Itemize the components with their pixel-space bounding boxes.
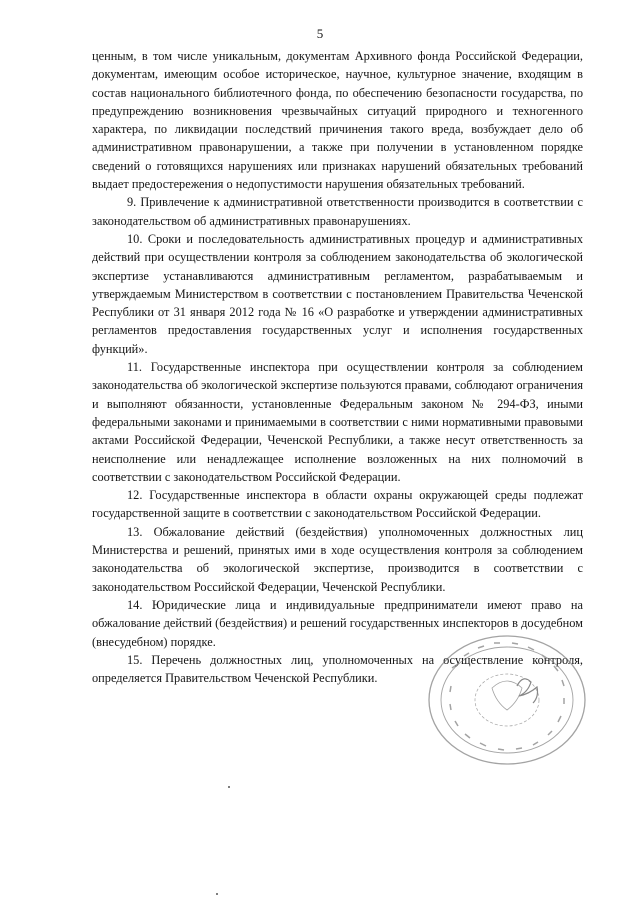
paragraph-11: 11. Государственные инспектора при осуществлении контроля за соблюдением законодательства об экологической экспертизе пользуются правами, соблюдают ограничения и выполняют обязанности, установленные Федеральным законом № 294-ФЗ, иными федеральными законами и принимаемыми в соответствии с ними нормативными правовыми актами Российской Федерации, Чеченской Республики, а также несут ответственность за неисполнение или ненадлежащее исполнение возложенных на них полномочий в соответствии с законодательством Российской Федерации. [92, 360, 583, 484]
paragraph-9: 9. Привлечение к административной ответственности производится в соответствии с законодательством об административных правонарушениях. [92, 195, 583, 228]
paragraph-14: 14. Юридические лица и индивидуальные предприниматели имеют право на обжалование действий (бездействия) и решений государственных инспекторов в досудебном (внесудебном) порядке. [92, 597, 583, 649]
page-number: 5 [316, 26, 324, 41]
paragraph-15: 15. Перечень должностных лиц, уполномоченных на осуществление контроля, определяется Правительством Чеченской Республики. [92, 652, 583, 686]
paragraph-10: 10. Сроки и последовательность административных процедур и административных действий при осуществлении контроля за соблюдением законодательства об экологической экспертизе устанавливаются административным регламентом, разрабатываемым и утверждаемым Министерством в соответствии с постановлением Правительства Чеченской Республики от 31 января 2012 года № 16 «О разработке и утверждении административных регламентов предоставления государственных услуг и исполнения государственных функций». [92, 231, 583, 356]
paragraph-13: 13. Обжалование действий (бездействия) уполномоченных должностных лиц Министерства и решений, принятых ими в ходе осуществления контроля за соблюдением законодательства об экологической экспертизе, производится в соответствии с законодательством Российской Федерации, Чеченской Республики. [92, 524, 583, 594]
scan-speck [228, 786, 230, 788]
paragraph-12: 12. Государственные инспектора в области охраны окружающей среды подлежат государственной защите в соответствии с законодательством Российской Федерации. [92, 488, 583, 521]
paragraph-continuation: ценным, в том числе уникальным, документам Архивного фонда Российской Федерации, документам, имеющим особое историческое, научное, культурное значение, входящим в состав национального библиотечного фонда, по обеспечению безопасности государства, по предупреждению возникновения чрезвычайных ситуаций природного и техногенного характера, по ликвидации последствий причинения такого вреда, возбуждает дело об административном правонарушении, а также при получении в установленном порядке сведений о готовящихся нарушениях или признаках нарушений обязательных требований выдает предостережения о недопустимости нарушения обязательных требований. [92, 49, 583, 192]
document-body [92, 47, 583, 687]
scan-speck [216, 893, 218, 895]
